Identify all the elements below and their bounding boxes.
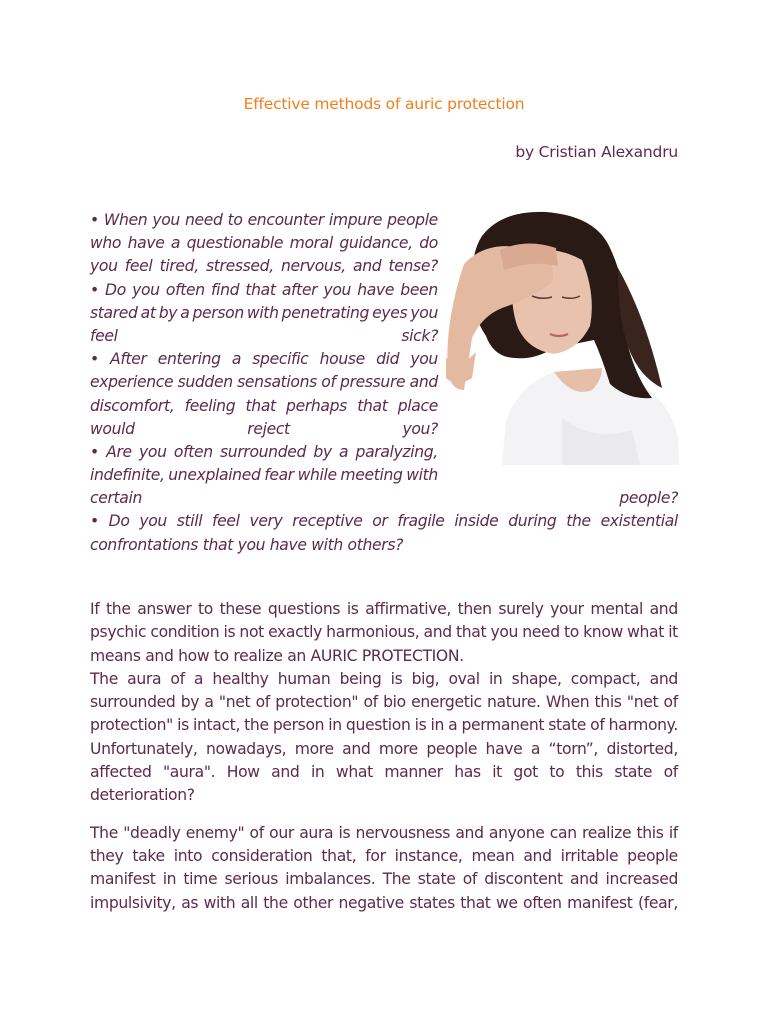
word: by	[180, 693, 200, 712]
word: that	[460, 893, 491, 912]
word: discomfort,	[90, 396, 175, 415]
word: to	[549, 763, 565, 782]
word: instance,	[394, 846, 463, 865]
paragraph-2-line-3	[90, 714, 678, 737]
word: harmonious,	[326, 623, 420, 642]
question-3-line-3	[90, 395, 438, 418]
word: impure	[328, 211, 383, 229]
word: feel	[124, 257, 153, 276]
word: you	[139, 442, 167, 461]
question-1-line-2	[90, 232, 438, 255]
word: that	[455, 623, 487, 642]
word: of	[255, 693, 270, 712]
word: distorted,	[606, 739, 678, 758]
word: more	[294, 739, 334, 758]
word: surrounded	[220, 442, 307, 461]
word: aura	[127, 669, 162, 688]
word: who	[90, 234, 122, 253]
word: The	[90, 669, 118, 688]
word: you	[410, 303, 438, 322]
word: (fear,	[637, 893, 678, 912]
word: a	[193, 669, 204, 688]
word: you	[132, 280, 160, 299]
word: with	[203, 893, 236, 912]
word: often	[165, 280, 205, 299]
word: this	[594, 693, 622, 712]
word: mean	[471, 846, 515, 865]
word: and	[649, 669, 678, 688]
word: you	[90, 257, 118, 276]
word: affected	[90, 763, 152, 782]
word: that	[357, 396, 388, 415]
word: very	[249, 512, 283, 531]
word: people	[387, 211, 438, 229]
word: exactly	[268, 623, 322, 642]
paragraph-3	[90, 822, 678, 915]
word: need	[522, 623, 560, 642]
word: discontent	[484, 870, 563, 889]
word: and	[271, 763, 300, 782]
word: harmony.	[608, 716, 678, 735]
paragraph-1-line-3	[90, 645, 678, 668]
word: we	[495, 893, 518, 912]
word: serious	[224, 870, 279, 889]
word: with	[246, 303, 279, 322]
word: stared	[90, 303, 138, 322]
word: by	[158, 303, 178, 322]
word: while	[297, 466, 337, 485]
question-1-line-1	[90, 209, 438, 232]
word: would	[90, 419, 135, 438]
word: the	[244, 716, 269, 735]
paragraph-2-line-6-text: deterioration?	[90, 786, 195, 805]
word: need	[184, 211, 223, 229]
word: experience	[90, 373, 174, 392]
word: and	[409, 373, 438, 392]
word: "net	[626, 693, 659, 712]
word: our	[269, 823, 294, 842]
word: have	[357, 280, 395, 299]
word: to	[198, 600, 214, 618]
word: take	[132, 846, 165, 865]
questions-list	[90, 209, 678, 557]
word: Are	[106, 442, 132, 461]
word: what	[335, 763, 373, 782]
word: often	[523, 893, 562, 912]
word: healthy	[212, 669, 269, 688]
document-title: Effective methods of auric protection	[243, 95, 525, 113]
word: if	[668, 823, 678, 842]
paragraph-3-line-4	[90, 892, 678, 915]
word: mental	[590, 600, 643, 618]
word: bio	[383, 693, 406, 712]
word: and	[455, 823, 484, 842]
word: to	[563, 623, 579, 642]
word: impulsivity,	[90, 893, 176, 912]
word: house	[319, 350, 365, 369]
question-5-line-2-text: confrontations that you have with others?	[90, 535, 404, 554]
word: find	[210, 280, 240, 299]
word: got	[513, 763, 538, 782]
word: aura	[299, 823, 334, 842]
word: sick?	[401, 326, 438, 345]
word: do	[419, 234, 438, 253]
paragraph-2-line-4	[90, 738, 678, 761]
paragraph-3-line-3	[90, 868, 678, 891]
word: affirmative,	[365, 600, 451, 618]
word: state	[417, 870, 456, 889]
paragraph-2	[90, 668, 678, 808]
word: you?	[402, 419, 438, 438]
word: stressed,	[206, 257, 274, 276]
word: nature.	[486, 693, 541, 712]
word: guidance,	[339, 234, 413, 253]
word: of	[663, 693, 678, 712]
question-4-line-1	[90, 441, 438, 464]
word: people?	[619, 489, 678, 508]
word: a	[231, 350, 242, 369]
word: protection"	[90, 716, 173, 735]
paragraph-1-line-1	[90, 598, 678, 621]
word: •	[90, 280, 99, 299]
word: If	[90, 600, 100, 618]
word: meeting	[340, 466, 403, 485]
word: and	[353, 257, 382, 276]
word: a	[448, 716, 458, 735]
word: When	[545, 693, 590, 712]
word: and	[423, 623, 452, 642]
word: these	[219, 600, 262, 618]
word: encounter	[247, 211, 324, 229]
question-2-line-2	[90, 302, 438, 325]
word: have	[485, 739, 523, 758]
word: people	[426, 739, 478, 758]
word: questions	[267, 600, 341, 618]
word: they	[90, 846, 124, 865]
word: pressure	[340, 373, 406, 392]
word: permanent	[461, 716, 545, 735]
word: what	[627, 623, 665, 642]
word: questionable	[186, 234, 284, 253]
word: increased	[605, 870, 678, 889]
word: feel	[212, 512, 240, 531]
word: this	[636, 823, 664, 842]
word: condition	[150, 623, 220, 642]
word: Do	[105, 280, 126, 299]
word: unexplained	[168, 466, 261, 485]
word: protection"	[275, 693, 359, 712]
word: a	[180, 303, 190, 322]
word: Unfortunately,	[90, 739, 198, 758]
word: in	[430, 716, 444, 735]
word: •	[90, 442, 99, 461]
word: realize	[582, 823, 632, 842]
word: "net	[218, 693, 251, 712]
word: psychic	[90, 623, 147, 642]
word: more	[378, 739, 418, 758]
word: and	[523, 846, 552, 865]
question-2-line-1	[90, 279, 438, 302]
word: it	[668, 623, 678, 642]
word: negative	[338, 893, 404, 912]
word: for	[365, 846, 386, 865]
question-5-line-2	[90, 534, 678, 557]
word: state	[548, 716, 587, 735]
word: compact,	[570, 669, 641, 688]
word: that	[245, 396, 276, 415]
word: that	[245, 280, 276, 299]
word: big,	[411, 669, 440, 688]
word: Do	[108, 512, 130, 531]
word: sudden	[177, 373, 233, 392]
word: sensations	[237, 373, 317, 392]
word: “torn”,	[548, 739, 599, 758]
word: perhaps	[286, 396, 347, 415]
word: feel	[90, 326, 118, 345]
word: "deadly	[123, 823, 181, 842]
word: other	[293, 893, 334, 912]
word: of	[249, 823, 264, 842]
word: of	[170, 669, 185, 688]
word: penetrating	[281, 303, 370, 322]
word: is	[223, 623, 236, 642]
word: The	[90, 823, 118, 842]
paragraph-3-line-2	[90, 845, 678, 868]
word: did	[376, 350, 400, 369]
word: fear	[264, 466, 294, 485]
paragraph-1	[90, 598, 678, 668]
word: can	[549, 823, 577, 842]
word: manifest	[567, 893, 633, 912]
word: manner	[384, 763, 443, 782]
paragraph-2-line-5	[90, 761, 678, 784]
word: feeling	[184, 396, 236, 415]
question-1-line-3	[90, 255, 438, 278]
word: oval	[448, 669, 480, 688]
word: people	[627, 846, 678, 865]
word: question	[345, 716, 411, 735]
word: by	[313, 442, 332, 461]
word: it	[492, 763, 502, 782]
word: a	[339, 442, 349, 461]
word: irritable	[560, 846, 619, 865]
word: nervous,	[281, 257, 346, 276]
word: you	[152, 211, 180, 229]
word: human	[277, 669, 331, 688]
word: nowadays,	[205, 739, 287, 758]
word: The	[382, 870, 411, 889]
word: •	[90, 512, 99, 531]
word: all	[240, 893, 258, 912]
word: states	[409, 893, 455, 912]
word: as	[181, 893, 199, 912]
word: in	[488, 669, 503, 688]
word: at	[140, 303, 156, 322]
paragraph-2-line-2	[90, 691, 678, 714]
word: inside	[454, 512, 499, 531]
word: is	[346, 600, 359, 618]
word: shape,	[511, 669, 562, 688]
word: surely	[498, 600, 544, 618]
paragraph-3-line-1	[90, 822, 678, 845]
word: is	[177, 716, 189, 735]
word: the	[106, 600, 131, 618]
paragraph-2-line-1	[90, 668, 678, 691]
word: of	[663, 763, 678, 782]
word: that,	[321, 846, 357, 865]
word: and	[570, 870, 599, 889]
word: the	[566, 512, 591, 531]
word: and	[649, 600, 678, 618]
word: How	[226, 763, 260, 782]
word: receptive	[292, 512, 363, 531]
paragraph-1-line-2	[90, 621, 678, 644]
word: person	[192, 303, 244, 322]
word: during	[508, 512, 557, 531]
word: existential	[600, 512, 678, 531]
word: entering	[157, 350, 221, 369]
word: being	[339, 669, 382, 688]
word: indefinite,	[90, 466, 165, 485]
word: fragile	[397, 512, 445, 531]
word: paralyzing,	[355, 442, 438, 461]
word: you	[410, 350, 438, 369]
question-5-line-1	[90, 510, 678, 533]
word: in	[162, 870, 177, 889]
word: after	[281, 280, 318, 299]
word: After	[110, 350, 147, 369]
word: to	[227, 211, 243, 229]
word: the	[263, 893, 288, 912]
word: you	[490, 623, 519, 642]
word: imbalances.	[285, 870, 376, 889]
word: of	[462, 870, 478, 889]
word: eyes	[372, 303, 408, 322]
paragraph-2-line-6	[90, 784, 678, 807]
word: surrounded	[90, 693, 176, 712]
word: enemy"	[185, 823, 245, 842]
question-4-line-2	[90, 464, 438, 487]
word: and	[342, 739, 371, 758]
word: not	[239, 623, 264, 642]
word: been	[400, 280, 438, 299]
word: When	[103, 211, 148, 229]
word: with	[406, 466, 438, 485]
word: is	[390, 669, 403, 688]
word: •	[90, 211, 99, 229]
paragraph-1-line-3-text: means and how to realize an AURIC PROTECTION.	[90, 646, 464, 665]
question-3-line-1	[90, 348, 438, 371]
word: you	[323, 280, 352, 299]
word: manifest	[90, 870, 156, 889]
body-paragraphs	[90, 598, 678, 915]
word: still	[176, 512, 203, 531]
word: of	[321, 373, 336, 392]
word: have	[127, 234, 165, 253]
word: a	[204, 693, 214, 712]
word: time	[183, 870, 218, 889]
word: "aura".	[162, 763, 216, 782]
word: in	[310, 763, 325, 782]
word: reject	[247, 419, 290, 438]
word: answer	[137, 600, 192, 618]
word: a	[530, 739, 541, 758]
question-2-line-3	[90, 325, 438, 348]
word: then	[457, 600, 492, 618]
word: nervousness	[355, 823, 451, 842]
question-3-line-4	[90, 418, 438, 441]
word: your	[550, 600, 584, 618]
word: this	[575, 763, 603, 782]
word: certain	[90, 489, 143, 508]
word: person	[272, 716, 325, 735]
word: intact,	[192, 716, 241, 735]
word: state	[614, 763, 653, 782]
word: consideration	[211, 846, 313, 865]
word: is	[338, 823, 351, 842]
word: •	[90, 350, 99, 369]
word: tired,	[159, 257, 199, 276]
word: often	[173, 442, 213, 461]
word: moral	[289, 234, 333, 253]
word: or	[372, 512, 388, 531]
word: tense?	[388, 257, 438, 276]
word: anyone	[488, 823, 545, 842]
word: of	[363, 693, 378, 712]
word: in	[328, 716, 342, 735]
word: has	[454, 763, 481, 782]
word: you	[139, 512, 167, 531]
word: of	[590, 716, 605, 735]
word: place	[397, 396, 438, 415]
word: is	[414, 716, 427, 735]
word: specific	[252, 350, 309, 369]
word: know	[583, 623, 623, 642]
document-author: by Cristian Alexandru	[515, 143, 678, 161]
word: into	[173, 846, 203, 865]
question-3-line-2	[90, 371, 438, 394]
word: a	[170, 234, 181, 253]
paragraph-gap	[90, 808, 678, 822]
word: energetic	[411, 693, 482, 712]
question-4-line-3	[90, 487, 678, 510]
